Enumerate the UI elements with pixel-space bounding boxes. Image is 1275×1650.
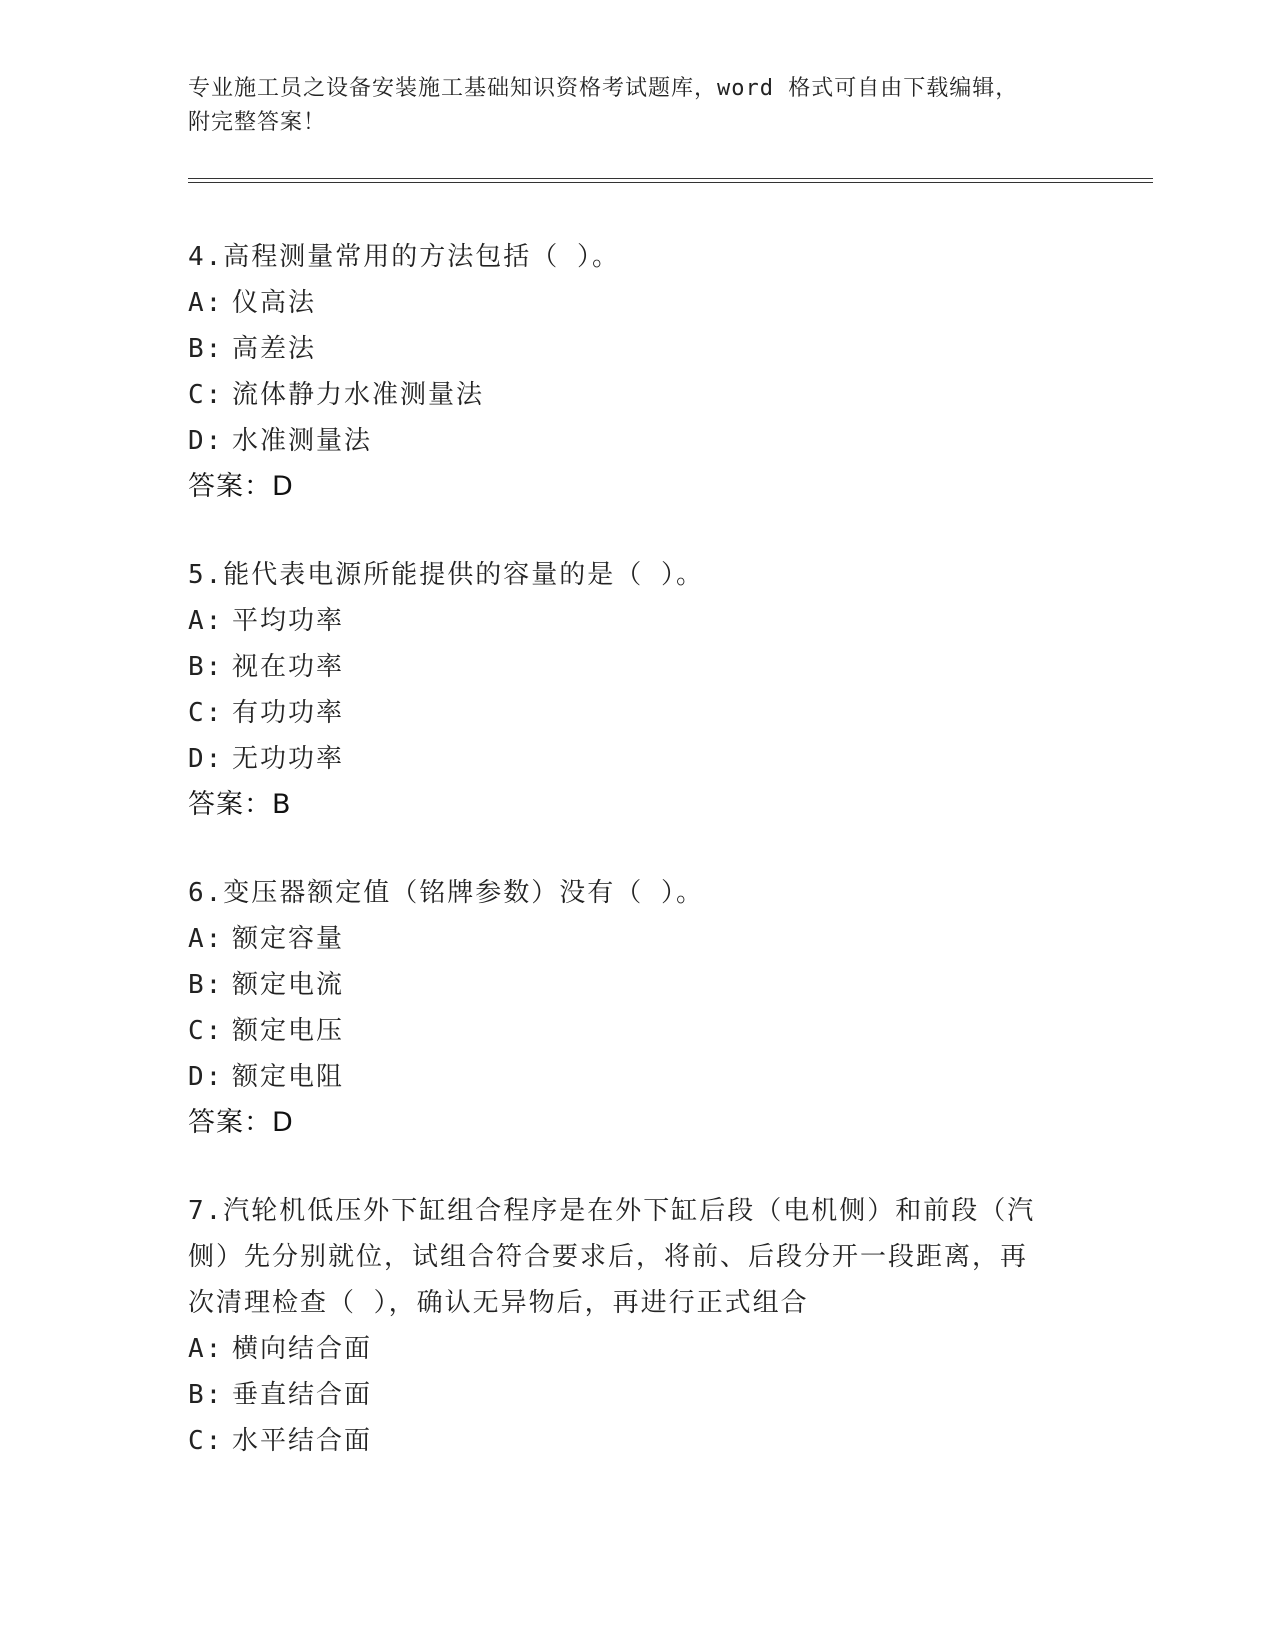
answer-line: 答案：B [188,789,292,820]
option-a [188,598,1088,644]
question-text: 6.变压器额定值（铭牌参数）没有（ ）。 [188,878,704,908]
option-d [188,418,1088,464]
question-5 [188,552,1088,828]
option-text: 横向结合面 [232,1334,373,1364]
option-c [188,372,1088,418]
header-divider-bottom [188,182,1153,183]
option-text: 高差法 [232,334,317,364]
header-line-1: 专业施工员之设备安装施工基础知识资格考试题库，word 格式可自由下载编辑， [188,76,1019,101]
option-key: A: [188,1334,224,1364]
answer-line: 答案：D [188,471,294,502]
option-key: B: [188,1380,224,1410]
option-a [188,280,1088,326]
question-text-line-3: 次清理检查（ ），确认无异物后，再进行正式组合 [188,1288,809,1318]
option-text: 视在功率 [232,652,345,682]
option-b [188,1372,1088,1418]
option-key: D: [188,1062,224,1092]
option-b [188,326,1088,372]
option-key: B: [188,652,224,682]
question-text-line-1: 7.汽轮机低压外下缸组合程序是在外下缸后段（电机侧）和前段（汽 [188,1196,1036,1226]
option-a [188,916,1088,962]
option-key: B: [188,970,224,1000]
option-c [188,1008,1088,1054]
option-text: 额定电压 [232,1016,345,1046]
option-d [188,736,1088,782]
option-text: 有功功率 [232,698,345,728]
option-key: A: [188,606,224,636]
option-key: C: [188,1016,224,1046]
question-text: 4.高程测量常用的方法包括（ ）。 [188,242,620,272]
option-b [188,644,1088,690]
question-6 [188,870,1088,1146]
option-text: 额定电流 [232,970,345,1000]
option-c [188,1418,1088,1464]
question-text: 5.能代表电源所能提供的容量的是（ ）。 [188,560,704,590]
option-text: 仪高法 [232,288,317,318]
header-line-2: 附完整答案！ [188,110,327,135]
option-key: D: [188,426,224,456]
option-d [188,1054,1088,1100]
option-key: C: [188,1426,224,1456]
question-7 [188,1188,1088,1464]
header-divider-top [188,178,1153,179]
option-key: A: [188,288,224,318]
option-text: 水准测量法 [232,426,373,456]
option-text: 垂直结合面 [232,1380,373,1410]
option-key: A: [188,924,224,954]
option-key: B: [188,334,224,364]
option-key: D: [188,744,224,774]
option-text: 平均功率 [232,606,345,636]
option-key: C: [188,380,224,410]
answer-line: 答案：D [188,1107,294,1138]
option-text: 流体静力水准测量法 [232,380,485,410]
option-text: 额定容量 [232,924,345,954]
option-text: 额定电阻 [232,1062,345,1092]
option-c [188,690,1088,736]
option-a [188,1326,1088,1372]
option-text: 水平结合面 [232,1426,373,1456]
question-4 [188,234,1088,510]
document-header [188,72,1088,140]
question-text-line-2: 侧）先分别就位，试组合符合要求后，将前、后段分开一段距离，再 [188,1242,1029,1272]
option-text: 无功功率 [232,744,345,774]
option-b [188,962,1088,1008]
option-key: C: [188,698,224,728]
